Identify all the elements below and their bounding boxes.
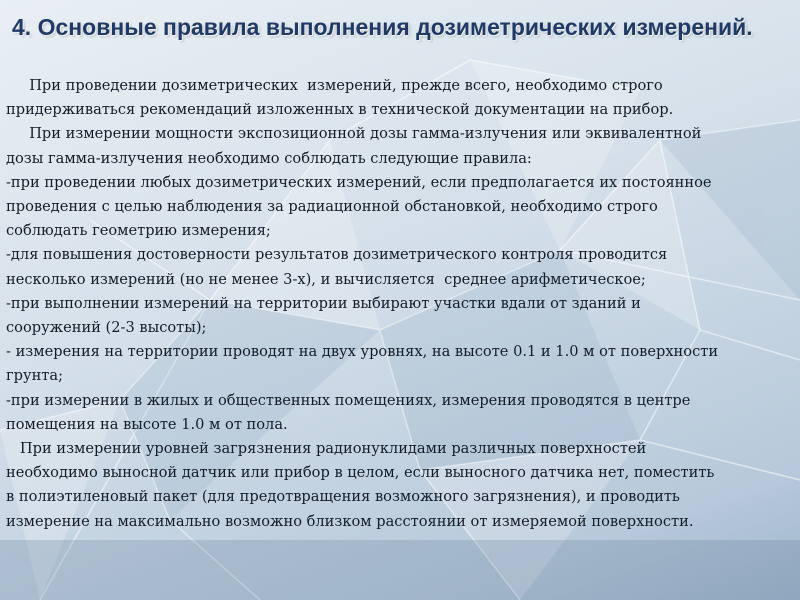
text-line: При измерении мощности экспозиционной дозы гамма-излучения или эквивалентной: [6, 125, 702, 143]
text-line: помещения на высоте 1.0 м от пола.: [6, 415, 288, 433]
text-line: -при выполнении измерений на территории выбирают участки вдали от зданий и: [6, 294, 641, 312]
text-line: -при измерении в жилых и общественных помещениях, измерения проводятся в центре: [6, 391, 691, 409]
text-line: сооружений (2-3 высоты);: [6, 319, 207, 337]
text-line: необходимо выносной датчик или прибор в целом, если выносного датчика нет, поместить: [6, 464, 715, 482]
slide-title: 4. Основные правила выполнения дозиметрических измерений.: [12, 14, 753, 40]
text-line: При проведении дозиметрических измерений, прежде всего, необходимо строго: [6, 77, 663, 94]
text-line: грунта;: [6, 367, 63, 385]
text-line: измерение на максимально возможно близком расстоянии от измеряемой поверхности.: [6, 512, 694, 530]
text-line: дозы гамма-излучения необходимо соблюдать следующие правила:: [6, 149, 532, 167]
text-line: придерживаться рекомендаций изложенных в технической документации на прибор.: [6, 101, 674, 119]
text-line: При измерении уровней загрязнения радионуклидами различных поверхностей: [6, 440, 647, 458]
text-line: несколько измерений (но не менее 3-х), и вычисляется среднее арифметическое;: [6, 270, 646, 288]
text-line: -для повышения достоверности результатов дозиметрического контроля проводится: [6, 246, 668, 264]
text-line: - измерения на территории проводят на двух уровнях, на высоте 0.1 и 1.0 м от поверхности: [6, 343, 719, 361]
text-line: в полиэтиленовый пакет (для предотвращения возможного загрязнения), и проводить: [6, 488, 680, 506]
text-line: соблюдать геометрию измерения;: [6, 222, 271, 240]
slide-body-text: [6, 74, 796, 534]
text-line: -при проведении любых дозиметрических измерений, если предполагается их постоянное: [6, 173, 712, 191]
text-line: проведения с целью наблюдения за радиационной обстановкой, необходимо строго: [6, 198, 658, 216]
